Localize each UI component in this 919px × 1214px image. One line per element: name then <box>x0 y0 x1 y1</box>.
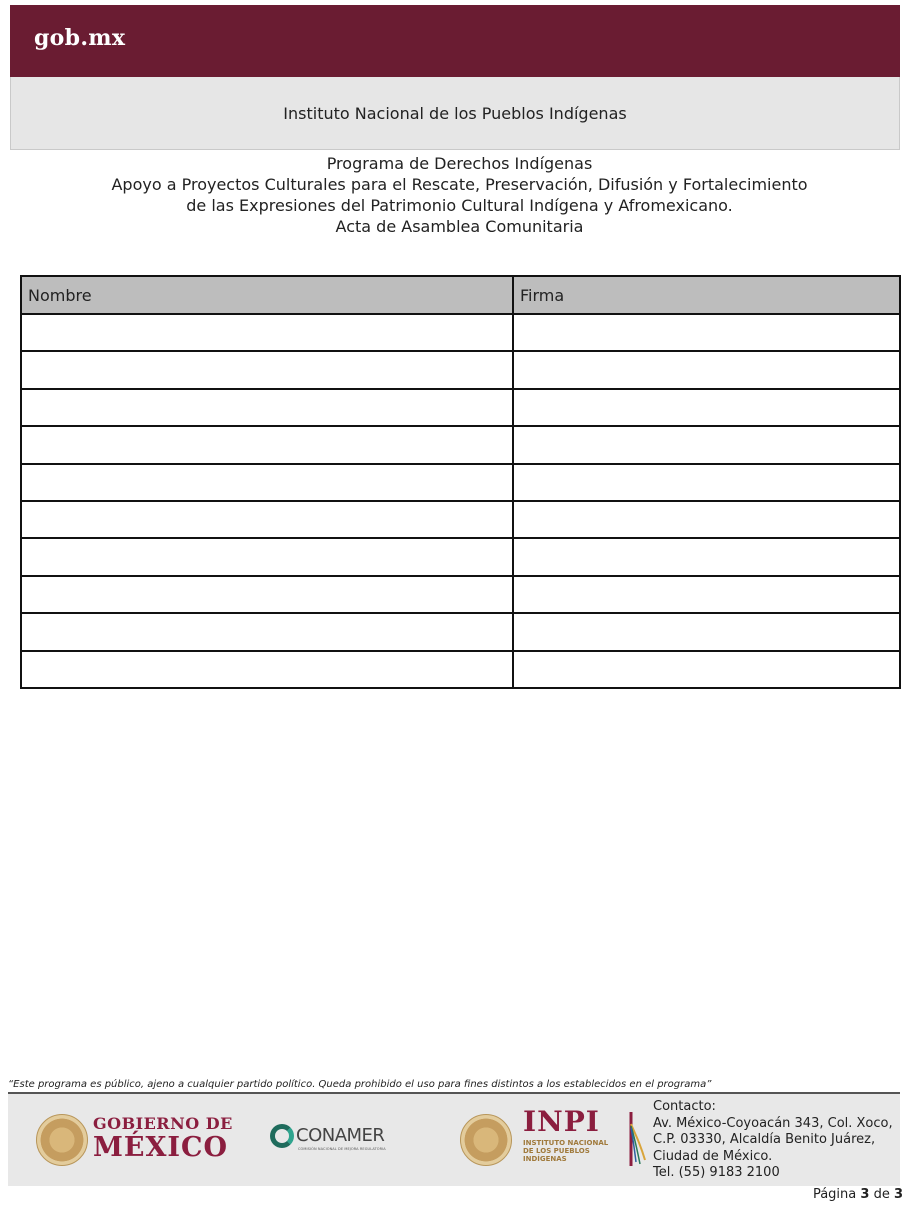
firma-cell[interactable] <box>513 351 900 388</box>
conamer-name: CONAMER <box>296 1125 385 1146</box>
firma-cell[interactable] <box>513 314 900 351</box>
conamer-ring-icon <box>270 1124 294 1148</box>
firma-cell[interactable] <box>513 651 900 688</box>
nombre-cell[interactable] <box>21 651 513 688</box>
disclaimer-text: “Este programa es público, ajeno a cualquier partido político. Queda prohibido el uso para fines distintos a los establecidos en el programa” <box>8 1079 712 1090</box>
firma-cell[interactable] <box>513 613 900 650</box>
nombre-cell[interactable] <box>21 351 513 388</box>
signature-table <box>20 275 901 689</box>
gobierno-mexico-logo <box>93 1116 233 1161</box>
table-row <box>21 464 900 501</box>
firma-cell[interactable] <box>513 389 900 426</box>
table-row <box>21 613 900 650</box>
table-row <box>21 314 900 351</box>
nombre-cell[interactable] <box>21 576 513 613</box>
contact-address-line3: Ciudad de México. <box>653 1148 773 1164</box>
header-bar <box>10 5 900 77</box>
nombre-cell[interactable] <box>21 314 513 351</box>
page-separator: de <box>873 1187 890 1202</box>
contact-address-line1: Av. México-Coyoacán 343, Col. Xoco, <box>653 1115 893 1131</box>
nombre-cell[interactable] <box>21 464 513 501</box>
table-row <box>21 651 900 688</box>
firma-cell[interactable] <box>513 538 900 575</box>
inpi-sub-line3: INDÍGENAS <box>523 1155 567 1163</box>
table-row <box>21 351 900 388</box>
firma-cell[interactable] <box>513 426 900 463</box>
table-header-row <box>21 276 900 314</box>
conamer-subtitle: COMISIÓN NACIONAL DE MEJORA REGULATORIA <box>298 1147 386 1151</box>
inpi-subtitle <box>523 1139 608 1163</box>
document-titles <box>0 153 919 237</box>
page-current: 3 <box>860 1187 870 1202</box>
inpi-sub-line2: DE LOS PUEBLOS <box>523 1147 590 1155</box>
national-seal-icon <box>36 1114 88 1166</box>
page-prefix: Página <box>812 1187 857 1202</box>
nombre-cell[interactable] <box>21 426 513 463</box>
support-title-line1: Apoyo a Proyectos Culturales para el Rescate, Preservación, Difusión y Fortalecimiento <box>111 175 808 194</box>
footer <box>8 1094 900 1186</box>
table-row <box>21 501 900 538</box>
table-row <box>21 389 900 426</box>
firma-cell[interactable] <box>513 501 900 538</box>
column-header-nombre: Nombre <box>21 276 513 314</box>
table-row <box>21 576 900 613</box>
page-total: 3 <box>893 1187 903 1202</box>
table-row <box>21 538 900 575</box>
support-title-line2: de las Expresiones del Patrimonio Cultural Indígena y Afromexicano. <box>186 196 733 215</box>
inpi-seal-icon <box>460 1114 512 1166</box>
inpi-logo <box>523 1105 609 1163</box>
contact-label: Contacto: <box>653 1099 716 1114</box>
program-title: Programa de Derechos Indígenas <box>326 154 593 173</box>
inpi-ribbon-icon <box>625 1110 647 1168</box>
gobierno-logo-line1: GOBIERNO DE <box>93 1114 233 1133</box>
column-header-firma: Firma <box>513 276 900 314</box>
nombre-cell[interactable] <box>21 613 513 650</box>
firma-cell[interactable] <box>513 464 900 501</box>
nombre-cell[interactable] <box>21 501 513 538</box>
inpi-sub-line1: INSTITUTO NACIONAL <box>523 1139 609 1147</box>
page-number <box>813 1187 903 1202</box>
document-title: Acta de Asamblea Comunitaria <box>335 217 584 236</box>
contact-info <box>653 1099 893 1182</box>
nombre-cell[interactable] <box>21 538 513 575</box>
nombre-cell[interactable] <box>21 389 513 426</box>
firma-cell[interactable] <box>513 576 900 613</box>
gobierno-logo-line2: MÉXICO <box>93 1132 229 1163</box>
contact-address-line2: C.P. 03330, Alcaldía Benito Juárez, <box>653 1132 876 1147</box>
table-row <box>21 426 900 463</box>
inpi-name: INPI <box>523 1105 600 1138</box>
institute-banner <box>10 77 900 150</box>
contact-phone: Tel. (55) 9183 2100 <box>653 1165 780 1180</box>
gobmx-logo[interactable]: gob.mx <box>34 25 126 51</box>
institute-name: Instituto Nacional de los Pueblos Indígenas <box>283 103 627 123</box>
